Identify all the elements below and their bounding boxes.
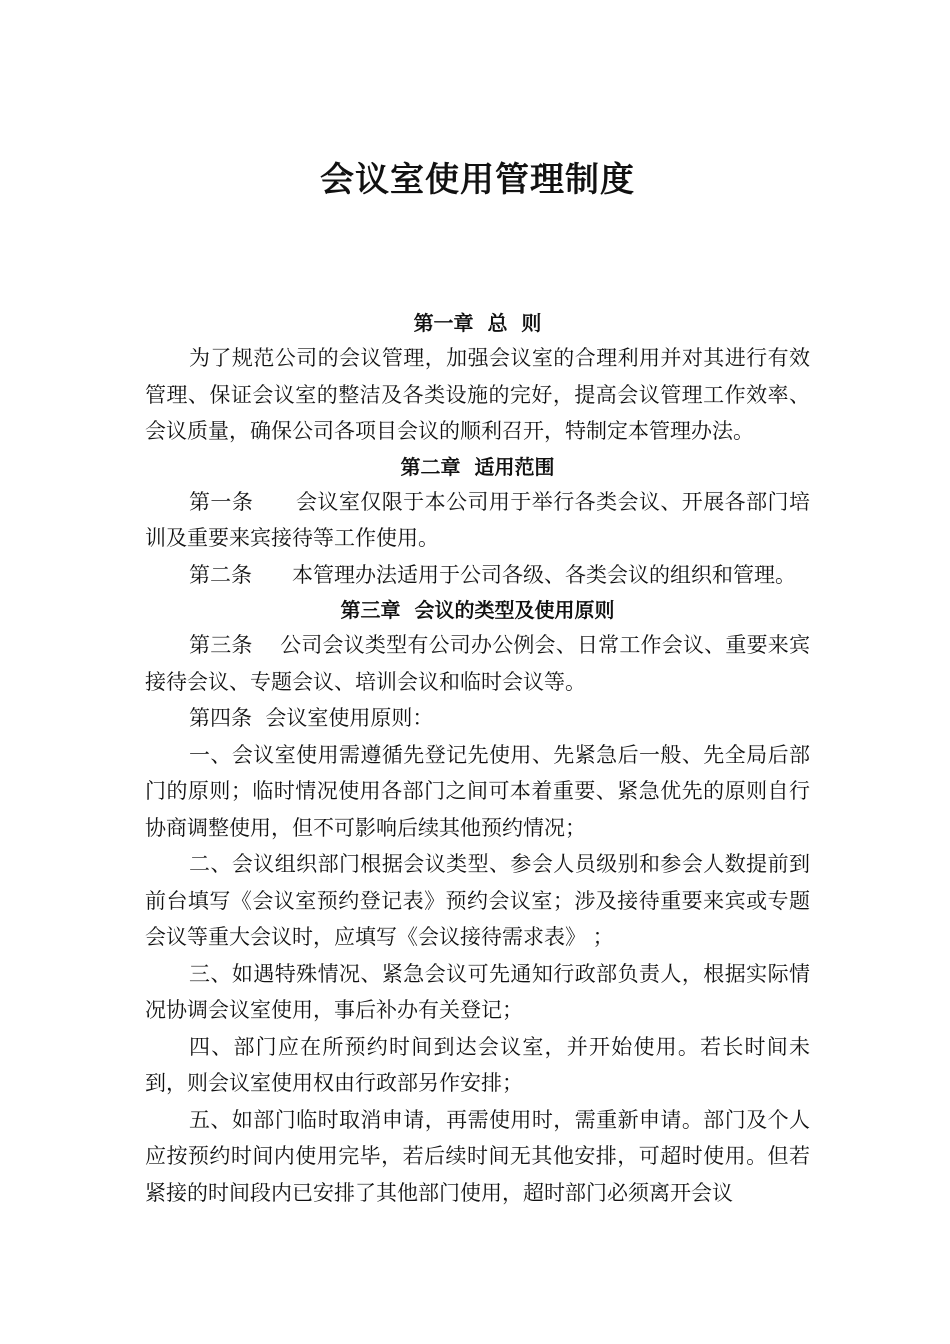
- paragraph: 四、部门应在所预约时间到达会议室，并开始使用。若长时间未到，则会议室使用权由行政部另作安排；: [145, 1034, 810, 1095]
- paragraph: 第四条 会议室使用原则：: [189, 706, 434, 730]
- document-body: [145, 306, 810, 1211]
- paragraph: 第一条 会议室仅限于本公司用于举行各类会议、开展各部门培训及重要来宾接待等工作使用。: [145, 489, 810, 550]
- paragraph: 第二条 本管理办法适用于公司各级、各类会议的组织和管理。: [189, 562, 797, 587]
- chapter-heading: 第二章 适用范围: [400, 454, 555, 479]
- paragraph: 五、如部门临时取消申请，再需使用时，需重新申请。部门及个人应按预约时间内使用完毕，若后续时间无其他安排，可超时使用。但若紧接的时间段内已安排了其他部门使用，超时部门必须离开会议: [145, 1107, 810, 1205]
- paragraph: 为了规范公司的会议管理，加强会议室的合理利用并对其进行有效管理、保证会议室的整洁及各类设施的完好，提高会议管理工作效率、会议质量，确保公司各项目会议的顺利召开，特制定本管理办法。: [145, 346, 810, 443]
- chapter-heading: 第三章 会议的类型及使用原则: [340, 598, 615, 622]
- chapter-heading: 第一章 总 则: [413, 311, 542, 335]
- paragraph: 二、会议组织部门根据会议类型、参会人员级别和参会人数提前到前台填写《会议室预约登记表》预约会议室；涉及接待重要来宾或专题会议等重大会议时，应填写《会议接待需求表》 ；: [145, 852, 810, 949]
- paragraph: 一、会议室使用需遵循先登记先使用、先紧急后一般、先全局后部门的原则；临时情况使用各部门之间可本着重要、紧急优先的原则自行协商调整使用，但不可影响后续其他预约情况；: [145, 742, 810, 840]
- paragraph: 三、如遇特殊情况、紧急会议可先通知行政部负责人，根据实际情况协调会议室使用，事后补办有关登记；: [145, 961, 810, 1022]
- document-title: 会议室使用管理制度: [320, 160, 635, 200]
- paragraph: 第三条 公司会议类型有公司办公例会、日常工作会议、重要来宾接待会议、专题会议、培训会议和临时会议等。: [145, 633, 810, 694]
